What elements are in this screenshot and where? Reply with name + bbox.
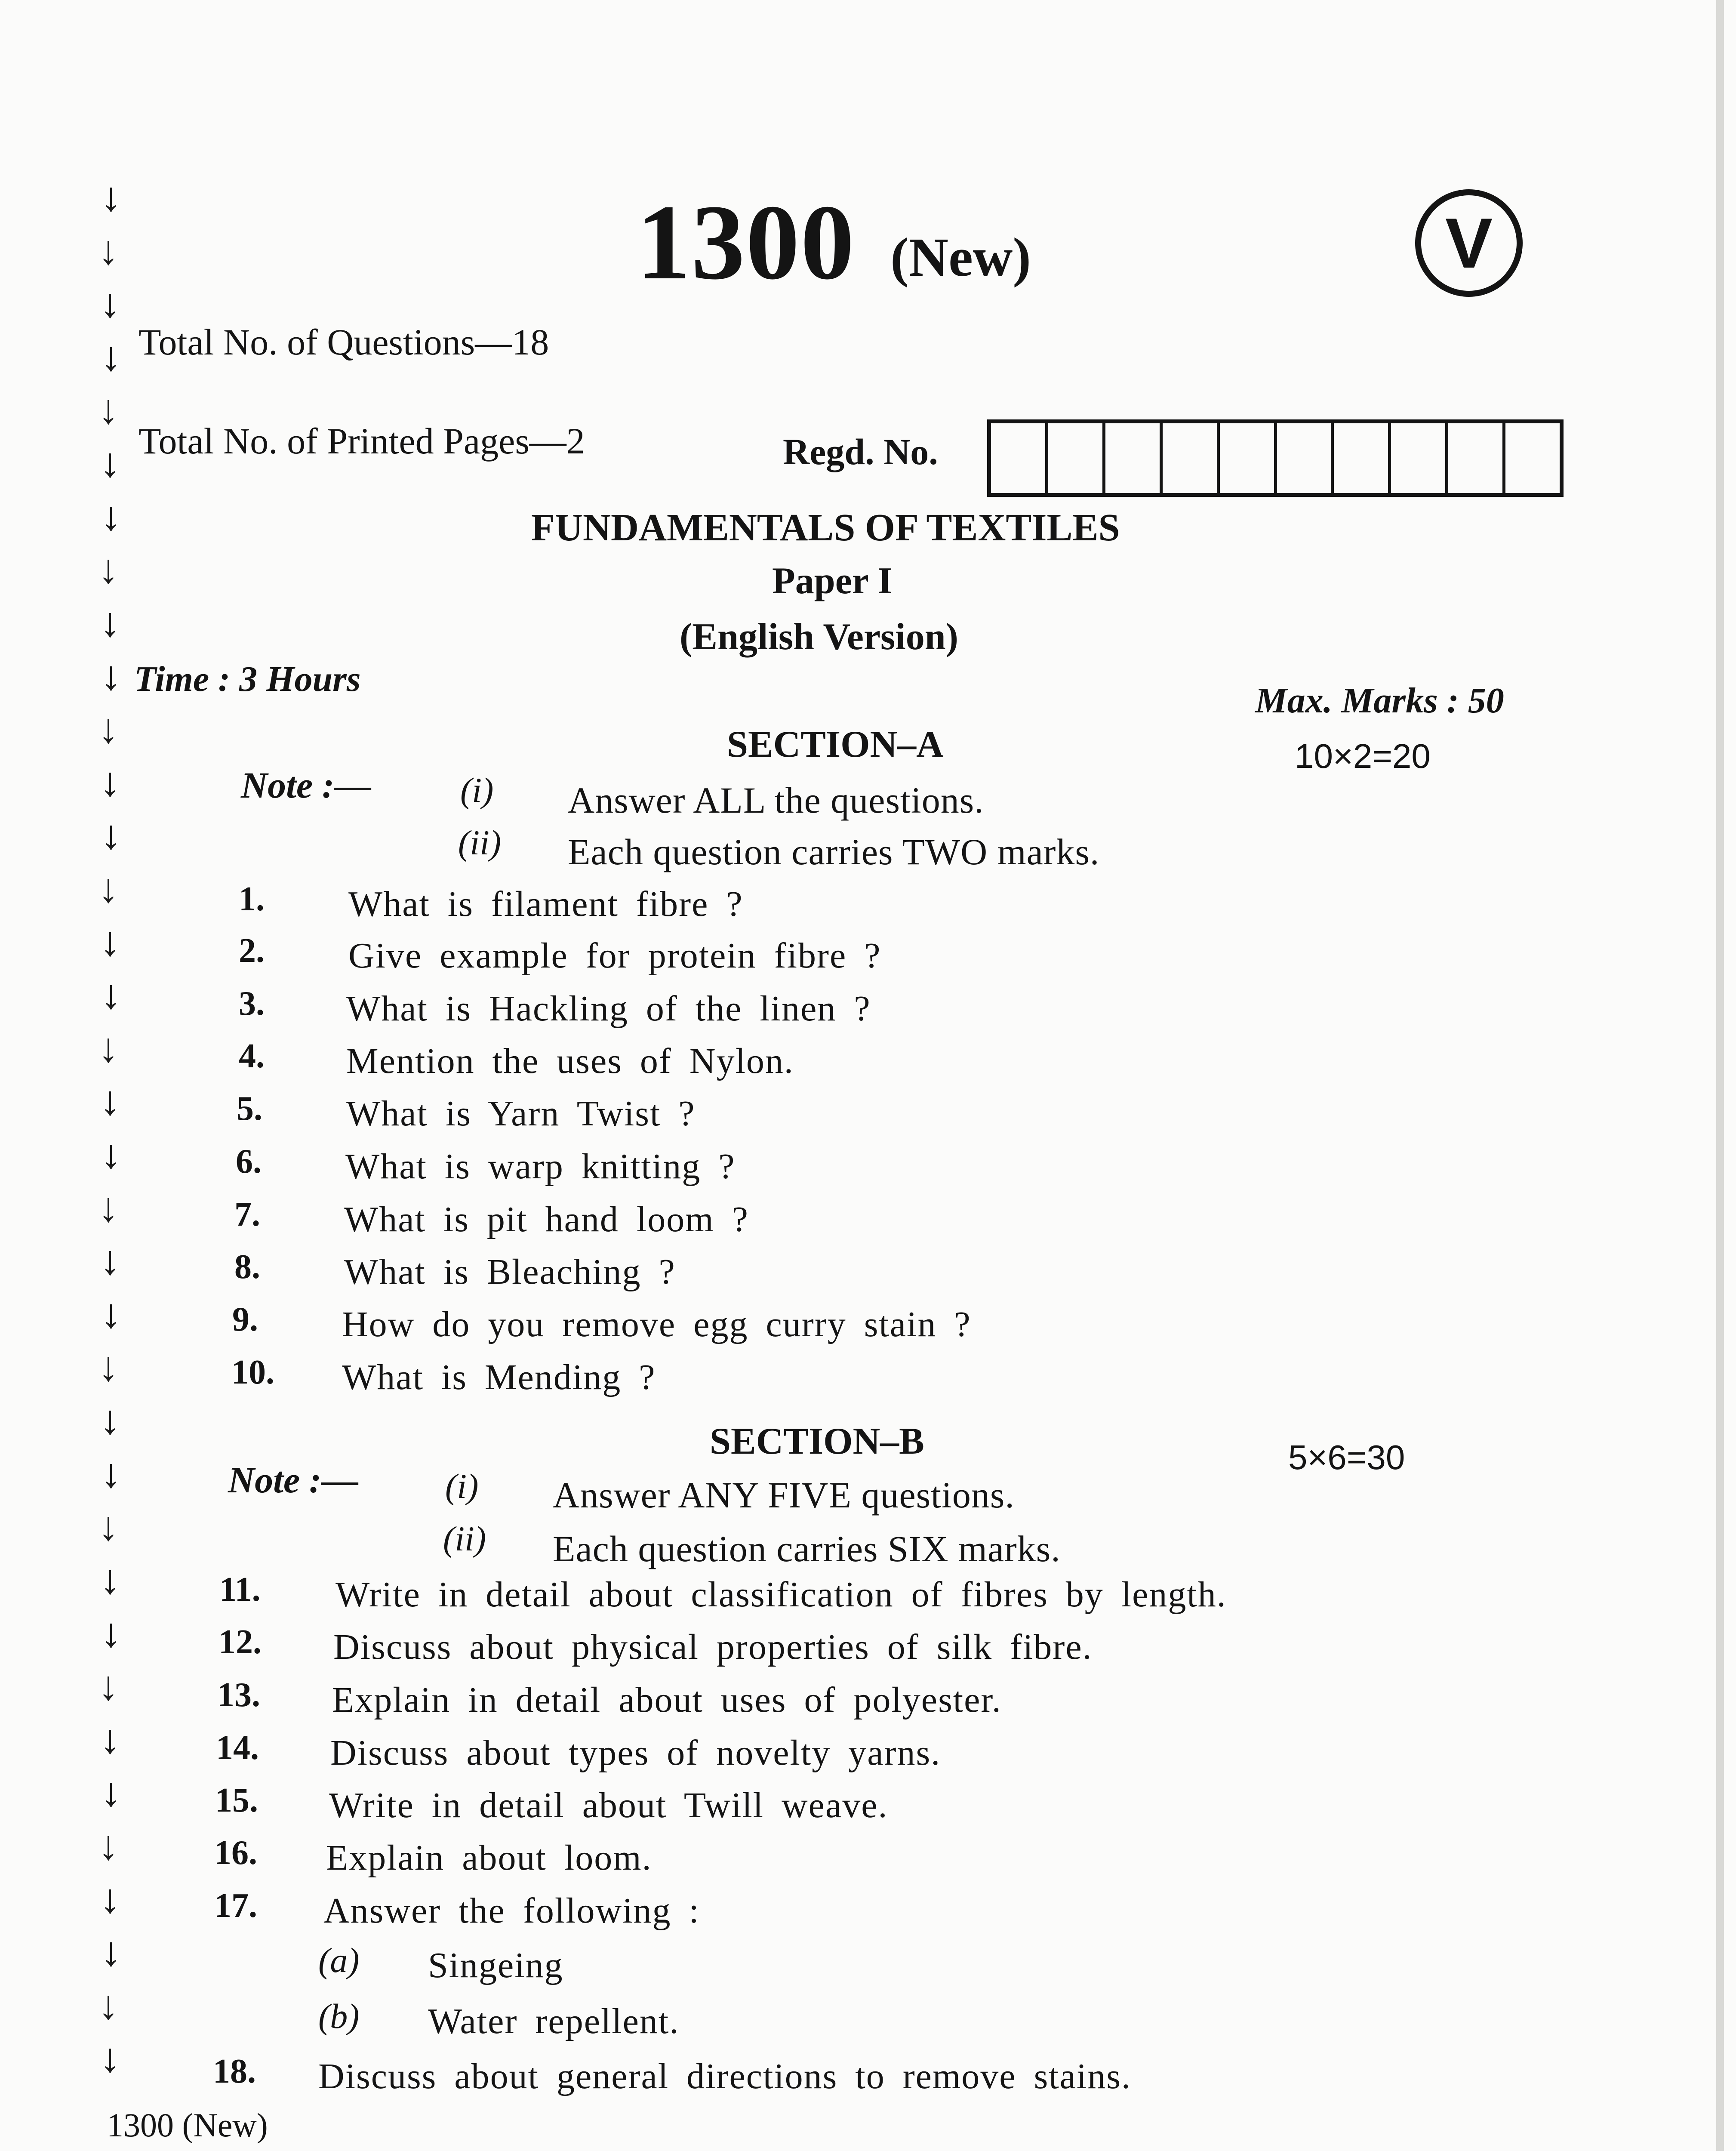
margin-arrow-icon: ↓ — [101, 1769, 121, 1815]
regd-digit-box[interactable] — [1391, 423, 1448, 493]
question-number: 12. — [219, 1623, 262, 1661]
margin-arrow-icon: ↓ — [100, 280, 120, 327]
margin-arrow-icon: ↓ — [98, 1663, 119, 1709]
question-text: How do you remove egg curry stain ? — [342, 1304, 971, 1344]
total-pages: Total No. of Printed Pages—2 — [139, 420, 585, 462]
margin-arrow-icon: ↓ — [100, 1397, 120, 1443]
margin-arrow-icon: ↓ — [101, 174, 121, 220]
margin-arrow-icon: ↓ — [98, 1344, 119, 1390]
regd-digit-box[interactable] — [1105, 423, 1163, 493]
question-number: 15. — [215, 1781, 258, 1819]
question-text: What is Bleaching ? — [344, 1252, 676, 1292]
question-number: 9. — [232, 1300, 258, 1338]
section-a-title: SECTION–A — [727, 724, 944, 765]
margin-arrow-icon: ↓ — [101, 1131, 121, 1177]
question-text: What is filament fibre ? — [348, 884, 743, 924]
question-text: Explain in detail about uses of polyester. — [332, 1680, 1002, 1720]
margin-arrow-icon: ↓ — [98, 706, 119, 752]
question-number: 18. — [213, 2052, 256, 2090]
question-text: What is warp knitting ? — [345, 1146, 736, 1186]
question-number: 4. — [239, 1037, 265, 1075]
section-b-note-1-roman: (i) — [445, 1467, 479, 1506]
margin-arrow-icon: ↓ — [100, 918, 120, 965]
question-number: 1. — [239, 880, 265, 918]
paper-number: Paper I — [772, 560, 893, 602]
footer-paper-code: 1300 (New) — [107, 2106, 268, 2144]
question-text: What is Mending ? — [342, 1357, 656, 1397]
regd-digit-box[interactable] — [1334, 423, 1391, 493]
margin-arrow-icon: ↓ — [98, 1184, 119, 1230]
question-number: 14. — [216, 1729, 259, 1767]
margin-arrow-icon: ↓ — [100, 2035, 120, 2081]
language-version: (English Version) — [680, 616, 958, 658]
regd-digit-box[interactable] — [1220, 423, 1277, 493]
section-b-note-2-roman: (ii) — [443, 1519, 486, 1558]
margin-arrow-icon: ↓ — [100, 1716, 120, 1762]
paper-variant: (New) — [890, 227, 1031, 288]
page-right-edge — [1716, 0, 1724, 2151]
section-a-note-2-roman: (ii) — [458, 823, 502, 862]
regd-digit-box[interactable] — [1505, 423, 1560, 493]
question-text: Discuss about types of novelty yarns. — [330, 1733, 941, 1773]
question-text: Discuss about physical properties of silk fibre. — [333, 1627, 1093, 1667]
margin-arrow-icon: ↓ — [98, 1982, 119, 2028]
q17-sub-a-text: Singeing — [428, 1945, 563, 1985]
question-text: Explain about loom. — [326, 1838, 652, 1878]
question-text: What is Hackling of the linen ? — [346, 989, 871, 1029]
question-number: 11. — [219, 1571, 261, 1609]
regd-label: Regd. No. — [783, 431, 938, 472]
time-allowed: Time : 3 Hours — [134, 659, 361, 699]
margin-arrow-icon: ↓ — [101, 652, 121, 699]
margin-arrow-icon: ↓ — [101, 1450, 121, 1496]
question-number: 3. — [239, 985, 265, 1023]
margin-arrow-icon: ↓ — [101, 1929, 121, 1975]
question-text: Write in detail about classification of fibres by length. — [336, 1575, 1227, 1615]
section-a-note-1: Answer ALL the questions. — [568, 780, 984, 821]
question-number: 2. — [239, 932, 265, 970]
margin-arrow-icon: ↓ — [98, 1822, 119, 1868]
margin-arrow-icon: ↓ — [100, 1875, 120, 1922]
margin-arrow-icon: ↓ — [98, 546, 119, 592]
margin-arrow-icon: ↓ — [98, 1503, 119, 1550]
margin-arrow-icon: ↓ — [100, 440, 120, 486]
subject-title: FUNDAMENTALS OF TEXTILES — [531, 506, 1120, 549]
question-number: 8. — [234, 1248, 260, 1286]
question-text: Give example for protein fibre ? — [348, 936, 881, 976]
paper-code: 1300 — [637, 183, 855, 302]
regd-digit-box[interactable] — [1163, 423, 1220, 493]
version-mark: V — [1445, 203, 1493, 283]
question-number: 10. — [231, 1353, 274, 1391]
margin-arrow-icon: ↓ — [98, 865, 119, 911]
margin-arrow-icon: ↓ — [100, 758, 120, 805]
question-number: 5. — [237, 1090, 262, 1128]
section-b-note-1: Answer ANY FIVE questions. — [553, 1474, 1015, 1516]
margin-arrow-icon: ↓ — [101, 971, 121, 1018]
q17-sub-a-label: (a) — [318, 1941, 360, 1980]
question-number: 16. — [214, 1834, 257, 1872]
margin-arrow-icon: ↓ — [100, 599, 120, 645]
section-a-marks: 10×2=20 — [1295, 737, 1431, 775]
regd-number-boxes[interactable] — [987, 419, 1564, 497]
question-text: Answer the following : — [323, 1891, 700, 1931]
section-b-note-2: Each question carries SIX marks. — [553, 1528, 1061, 1569]
question-number: 6. — [236, 1143, 262, 1180]
question-number: 17. — [214, 1887, 257, 1925]
section-b-note-label: Note :— — [228, 1459, 359, 1501]
margin-arrow-icon: ↓ — [100, 1078, 120, 1124]
version-mark-circle — [1415, 189, 1523, 297]
max-marks: Max. Marks : 50 — [1255, 681, 1504, 721]
regd-digit-box[interactable] — [991, 423, 1048, 493]
margin-arrow-icon: ↓ — [101, 333, 121, 379]
q17-sub-b-label: (b) — [318, 1997, 360, 2036]
question-text: What is Yarn Twist ? — [346, 1094, 696, 1134]
margin-arrow-icon: ↓ — [98, 227, 119, 273]
question-text: Write in detail about Twill weave. — [329, 1785, 888, 1825]
margin-arrow-icon: ↓ — [101, 1609, 121, 1656]
margin-arrow-icon: ↓ — [101, 493, 121, 539]
margin-arrow-icon: ↓ — [101, 812, 121, 858]
section-a-note-label: Note :— — [241, 764, 372, 806]
section-b-title: SECTION–B — [710, 1421, 924, 1462]
section-a-note-1-roman: (i) — [460, 770, 494, 810]
question-number: 13. — [217, 1676, 260, 1714]
margin-arrow-icon: ↓ — [100, 1237, 120, 1284]
regd-digit-box[interactable] — [1448, 423, 1505, 493]
question-text: What is pit hand loom ? — [344, 1199, 749, 1239]
margin-arrow-icon: ↓ — [100, 1556, 120, 1602]
margin-arrow-icon: ↓ — [98, 386, 119, 433]
question-number: 7. — [234, 1196, 260, 1233]
section-b-marks: 5×6=30 — [1288, 1438, 1405, 1476]
margin-arrow-icon: ↓ — [98, 1024, 119, 1071]
regd-digit-box[interactable] — [1048, 423, 1105, 493]
margin-arrow-icon: ↓ — [101, 1290, 121, 1337]
q17-sub-b-text: Water repellent. — [428, 2001, 680, 2041]
total-questions: Total No. of Questions—18 — [139, 321, 549, 363]
margin-arrows — [99, 176, 133, 2091]
regd-digit-box[interactable] — [1277, 423, 1334, 493]
question-text: Discuss about general directions to remove stains. — [318, 2056, 1131, 2096]
section-a-note-2: Each question carries TWO marks. — [568, 831, 1100, 872]
question-text: Mention the uses of Nylon. — [346, 1041, 794, 1081]
